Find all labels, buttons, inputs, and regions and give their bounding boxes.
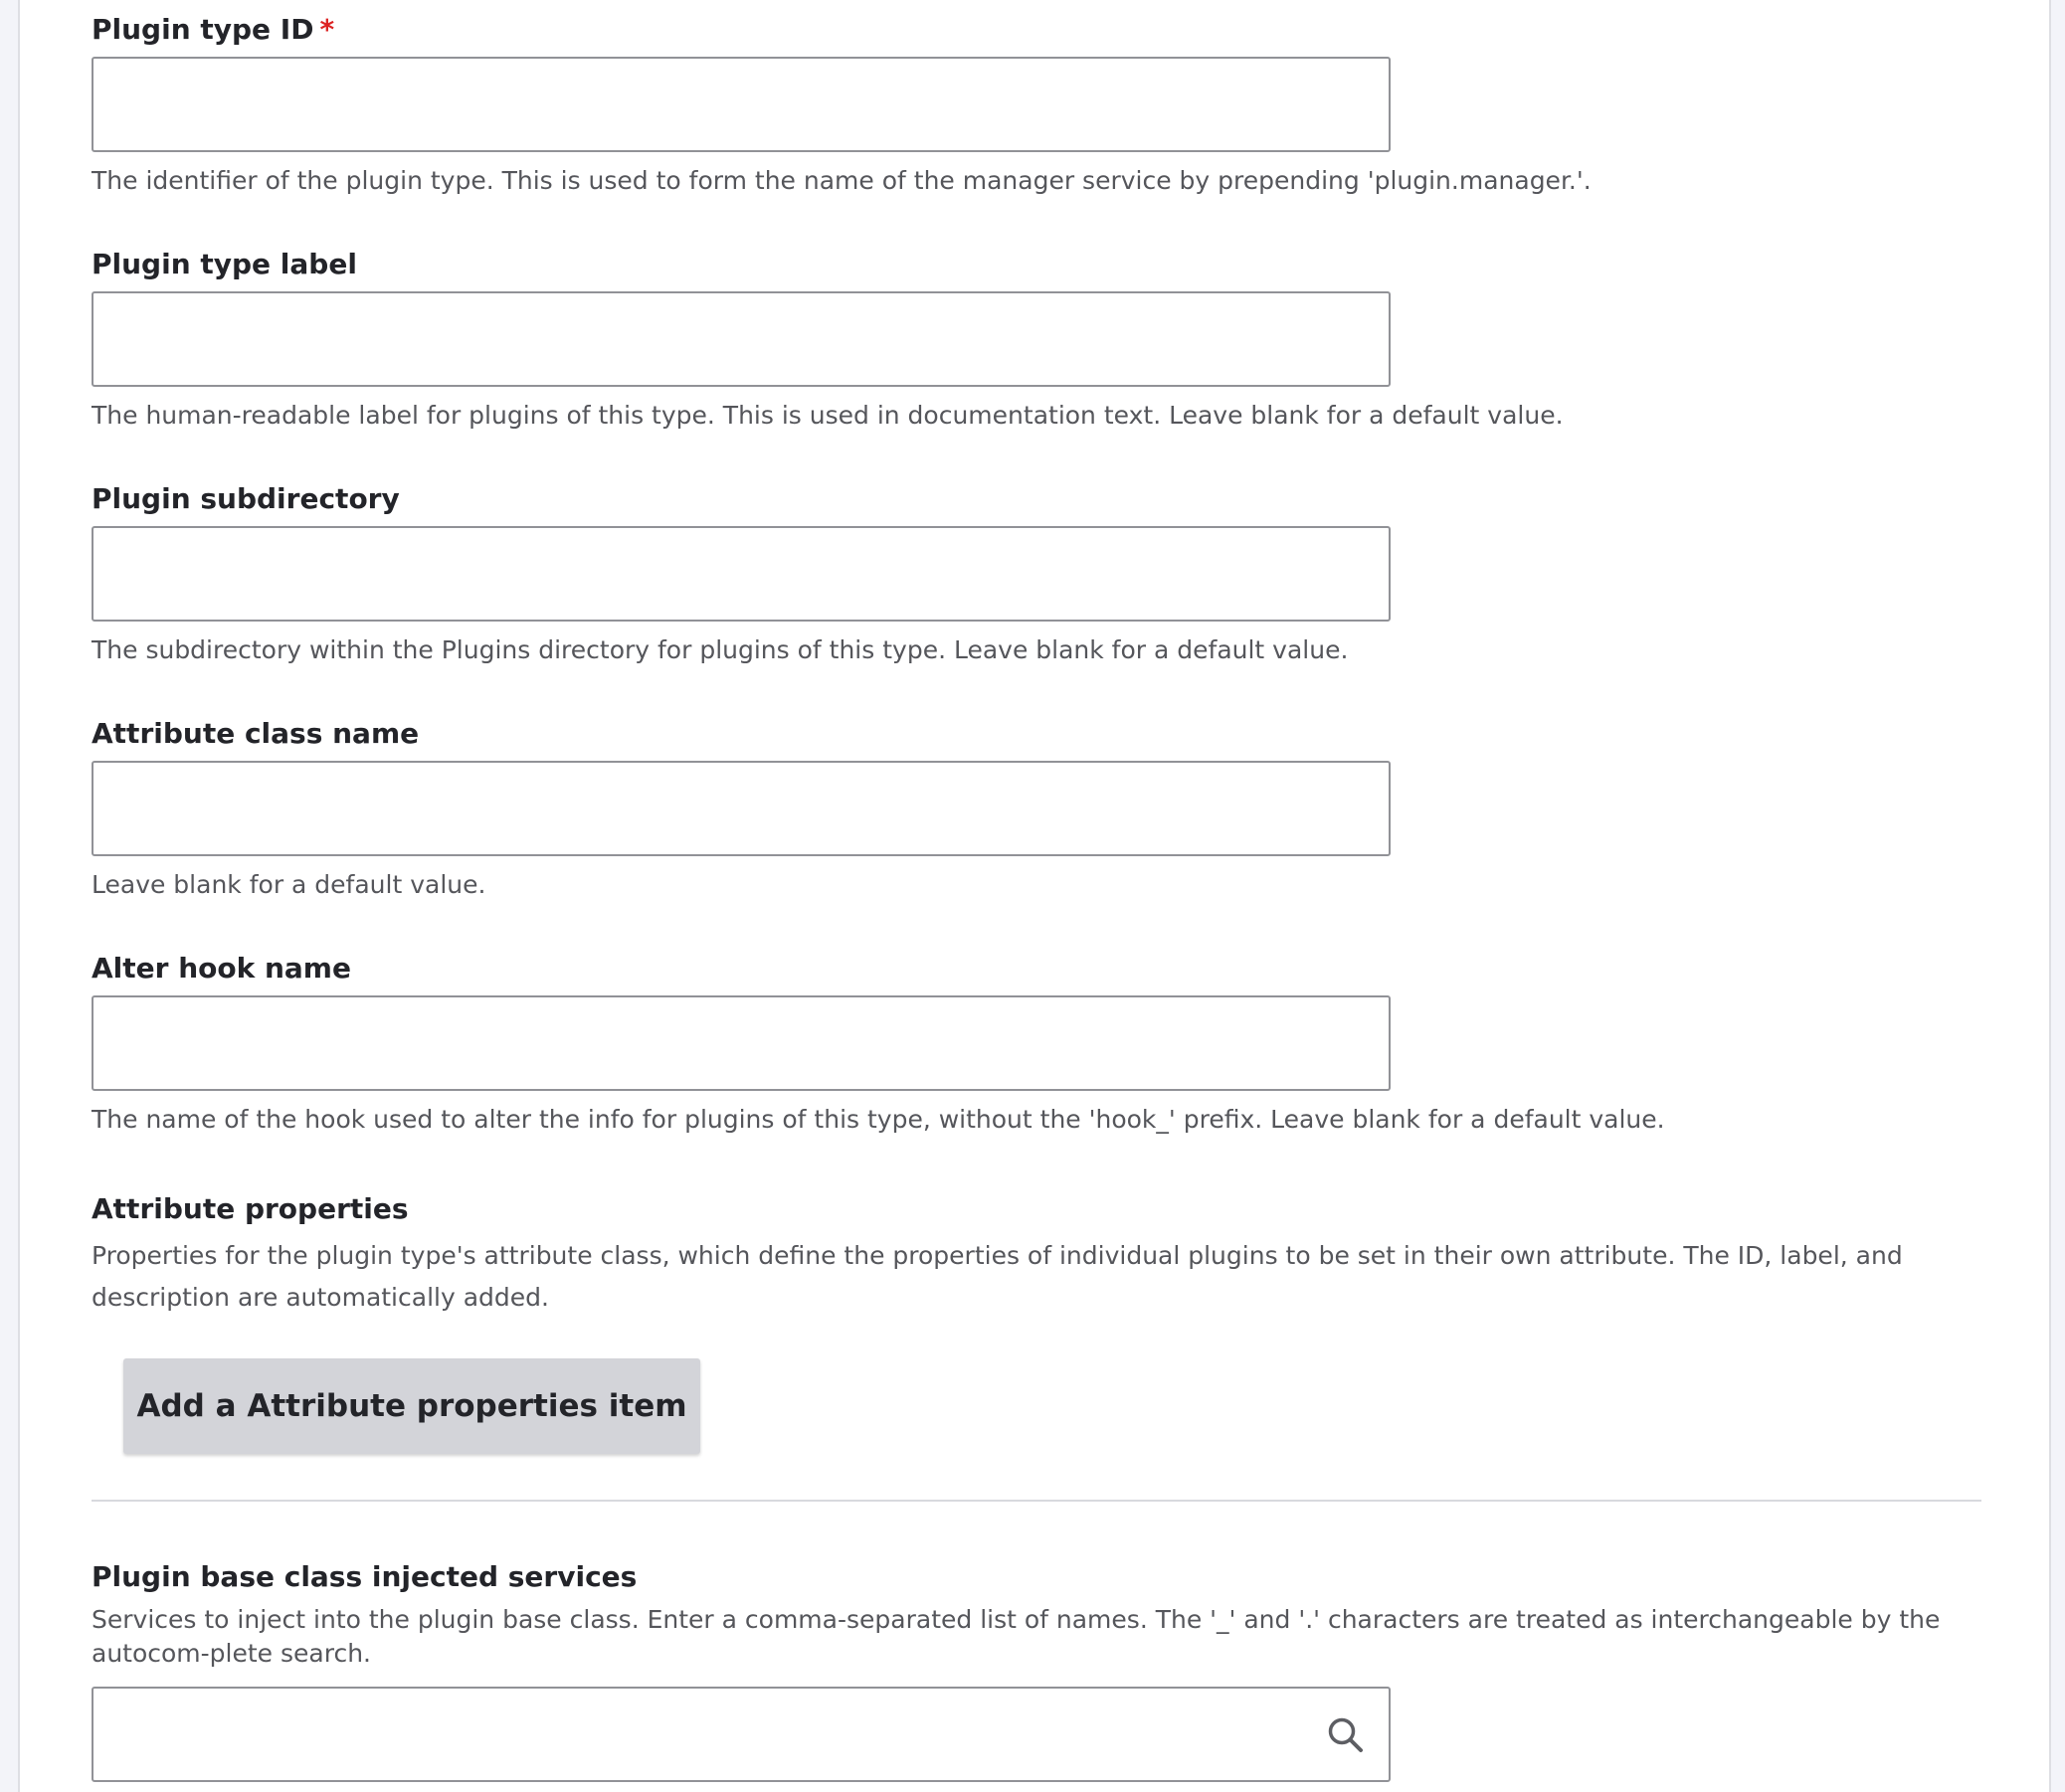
- attribute-class-name-description: Leave blank for a default value.: [92, 870, 486, 899]
- attribute-properties-description: Properties for the plugin type's attribute class, which define the properties of individual plugins to be set in their own attribute. The ID, label, and description are automatically added.: [92, 1241, 1903, 1312]
- plugin-type-id-label-text: Plugin type ID: [92, 13, 314, 46]
- plugin-subdirectory-field: [92, 481, 2031, 664]
- injected-services-autocomplete[interactable]: [92, 1687, 1391, 1782]
- injected-services-description: Services to inject into the plugin base class. Enter a comma-separated list of names. The '_' and '.' characters are treated as interchangeable by the autocom-plete search.: [92, 1605, 1941, 1668]
- plugin-type-label-label: Plugin type label: [92, 248, 357, 280]
- injected-services-label: Plugin base class injected services: [92, 1560, 638, 1593]
- section-divider: [92, 1500, 1981, 1502]
- required-marker: *: [319, 13, 335, 46]
- plugin-type-id-label: [92, 12, 2031, 48]
- attribute-class-name-input[interactable]: [92, 761, 1391, 856]
- plugin-type-label-description: The human-readable label for plugins of this type. This is used in documentation text. Leave blank for a default value.: [92, 401, 1564, 430]
- form-page: [18, 0, 2051, 1792]
- alter-hook-name-label: Alter hook name: [92, 952, 351, 985]
- plugin-subdirectory-input[interactable]: [92, 526, 1391, 622]
- injected-services-field: [92, 1559, 2031, 1668]
- alter-hook-name-field: [92, 951, 2031, 1134]
- search-icon: [1327, 1716, 1365, 1754]
- attribute-class-name-field: [92, 716, 2031, 899]
- plugin-type-id-description: The identifier of the plugin type. This is used to form the name of the manager service by prepending 'plugin.manager.'.: [92, 166, 1592, 195]
- attribute-properties-section: [92, 1191, 2031, 1312]
- add-attribute-properties-item-button[interactable]: Add a Attribute properties item: [123, 1358, 700, 1454]
- plugin-subdirectory-label: Plugin subdirectory: [92, 482, 400, 515]
- attribute-class-name-label: Attribute class name: [92, 717, 420, 750]
- alter-hook-name-input[interactable]: [92, 995, 1391, 1091]
- attribute-properties-heading: Attribute properties: [92, 1192, 409, 1225]
- injected-services-input[interactable]: [109, 1689, 1307, 1780]
- alter-hook-name-description: The name of the hook used to alter the info for plugins of this type, without the 'hook_' prefix. Leave blank for a default value.: [92, 1105, 1665, 1134]
- plugin-subdirectory-description: The subdirectory within the Plugins directory for plugins of this type. Leave blank for a default value.: [92, 635, 1349, 664]
- plugin-type-id-input[interactable]: [92, 57, 1391, 152]
- plugin-type-id-field: [92, 12, 2031, 195]
- plugin-type-label-field: [92, 247, 2031, 430]
- plugin-type-label-input[interactable]: [92, 291, 1391, 387]
